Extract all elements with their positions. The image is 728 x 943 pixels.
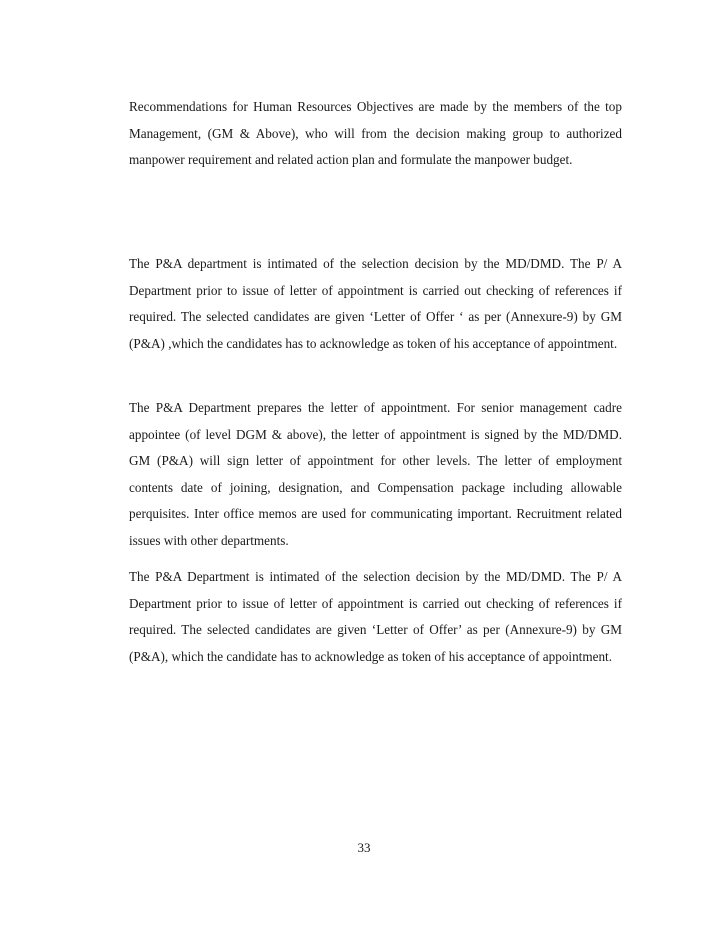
paragraph-letter-of-appointment: The P&A Department prepares the letter of appointment. For senior management cadre appointee (of level DGM & above), the letter of appointment is signed by the MD/DMD. GM (P&A) will sign letter of appointment for other levels. The letter of employment contents date of joining, designation, and Compensation package including allowable perquisites. Inter office memos are used for communicating important. Recruitment related issues with other departments. — [129, 400, 622, 548]
paragraph-selection-decision: The P&A department is intimated of the selection decision by the MD/DMD. The P/ A Department prior to issue of letter of appointment is carried out checking of references if required. The selected candidates are given ‘Letter of Offer ‘ as per (Annexure-9) by GM (P&A) ,which the candidates has to acknowledge as token of his acceptance of appointment. — [129, 256, 622, 351]
paragraph-hr-objectives: Recommendations for Human Resources Objectives are made by the members of the top Management, (GM & Above), who will from the decision making group to authorized manpower requirement and related action plan and formulate the manpower budget. — [129, 99, 622, 168]
page-number: 33 — [357, 840, 371, 855]
paragraph-selection-decision-repeat: The P&A Department is intimated of the selection decision by the MD/DMD. The P/ A Department prior to issue of letter of appointment is carried out checking of references if required. The selected candidates are given ‘Letter of Offer’ as per (Annexure-9) by GM (P&A), which the candidate has to acknowledge as token of his acceptance of appointment. — [129, 569, 622, 664]
